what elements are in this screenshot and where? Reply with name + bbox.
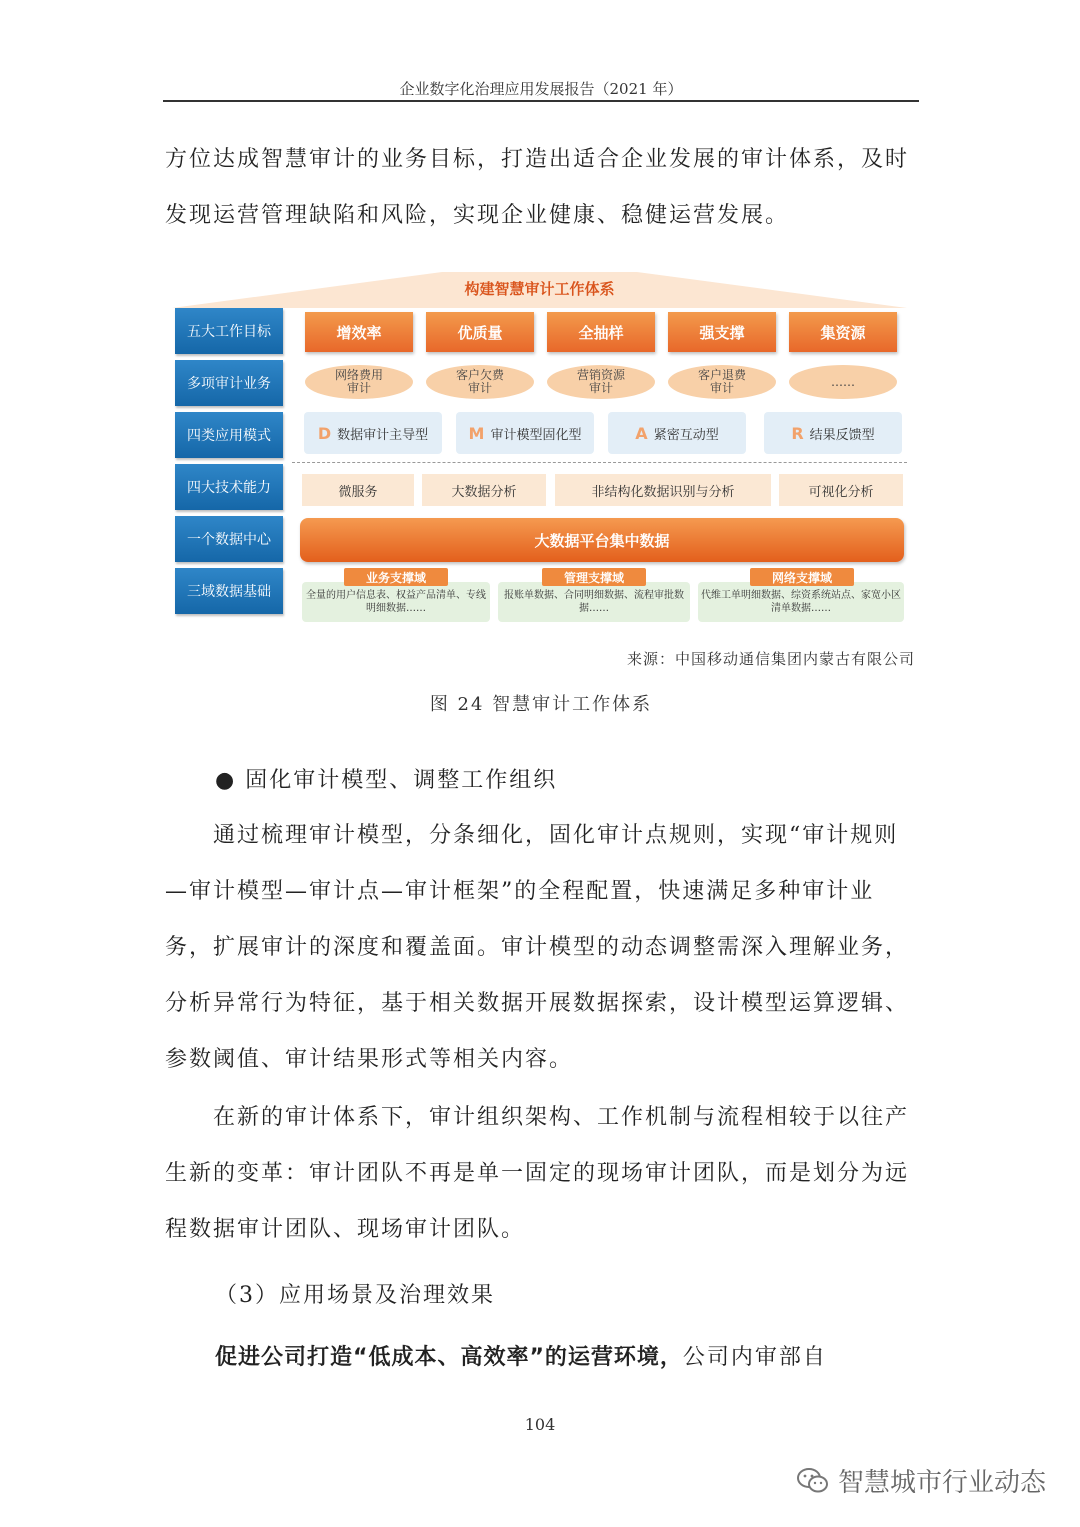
figure-title: 构建智慧审计工作体系 bbox=[464, 280, 615, 298]
audit-business-oval: 营销资源 审计 bbox=[547, 365, 655, 399]
section-subheading: （3）应用场景及治理效果 bbox=[215, 1283, 495, 1308]
row-label-data-base: 三域数据基础 bbox=[175, 568, 283, 614]
tech-box: 大数据分析 bbox=[422, 474, 546, 506]
row-label-goals: 五大工作目标 bbox=[175, 308, 283, 354]
goal-box: 集资源 bbox=[789, 312, 897, 352]
mode-letter: A bbox=[635, 423, 648, 443]
row-label-tech: 四大技术能力 bbox=[175, 464, 283, 510]
page-number: 104 bbox=[524, 1415, 556, 1434]
lead-paragraph bbox=[215, 1340, 917, 1371]
tech-box: 微服务 bbox=[302, 474, 414, 506]
mode-letter: M bbox=[468, 423, 485, 443]
data-platform-bar: 大数据平台集中数据 bbox=[300, 518, 904, 562]
domain-tag: 网络支撑域 bbox=[750, 568, 854, 586]
row-label-data-center: 一个数据中心 bbox=[175, 516, 283, 562]
row-label-modes: 四类应用模式 bbox=[175, 412, 283, 458]
mode-letter: R bbox=[791, 423, 804, 443]
mode-label: 数据审计主导型 bbox=[337, 427, 429, 443]
mode-box bbox=[608, 412, 746, 454]
body-paragraph: 在新的审计体系下，审计组织架构、工作机制与流程相较于以往产生新的变革：审计团队不再是单一固定的现场审计团队，而是划分为远程数据审计团队、现场审计团队。 bbox=[165, 1105, 910, 1242]
watermark-text: 智慧城市行业动态 bbox=[837, 1468, 1046, 1498]
tech-box: 非结构化数据识别与分析 bbox=[555, 474, 771, 506]
domain-box: 报账单数据、合同明细数据、流程审批数据…… bbox=[498, 582, 690, 622]
mode-letter: D bbox=[317, 423, 332, 443]
intro-paragraph: 方位达成智慧审计的业务目标，打造出适合企业发展的审计体系，及时发现运营管理缺陷和风险，实现企业健康、稳健运营发展。 bbox=[165, 147, 910, 228]
body-paragraph: 通过梳理审计模型，分条细化，固化审计点规则，实现“审计规则—审计模型—审计点—审计框架”的全程配置，快速满足多种审计业务，扩展审计的深度和覆盖面。审计模型的动态调整需深入理解业务，分析异常行为特征，基于相关数据开展数据探索，设计模型运算逻辑、参数阈值、审计结果形式等相关内容。 bbox=[165, 823, 910, 1072]
mode-box bbox=[456, 412, 594, 454]
audit-business-oval: 客户退费 审计 bbox=[668, 365, 776, 399]
domain-box: 代维工单明细数据、综资系统站点、家宽小区清单数据…… bbox=[698, 582, 904, 622]
goal-box: 优质量 bbox=[426, 312, 534, 352]
domain-box: 全量的用户信息表、权益产品清单、专线明细数据…… bbox=[302, 582, 490, 622]
figure-source: 来源：中国移动通信集团内蒙古有限公司 bbox=[626, 650, 915, 668]
wechat-icon bbox=[796, 1467, 830, 1495]
mode-label: 审计模型固化型 bbox=[490, 427, 582, 443]
header-rule bbox=[163, 100, 919, 102]
bullet-heading: ● 固化审计模型、调整工作组织 bbox=[215, 768, 558, 793]
audit-business-oval: 网络费用 审计 bbox=[305, 365, 413, 399]
mode-label: 紧密互动型 bbox=[653, 427, 719, 443]
lead-text: 公司内审部自 bbox=[682, 1345, 827, 1370]
divider-dashed bbox=[292, 462, 907, 463]
audit-business-oval: …… bbox=[789, 365, 897, 399]
lead-bold-text: 促进公司打造“低成本、高效率”的运营环境， bbox=[215, 1345, 683, 1370]
audit-system-figure bbox=[172, 270, 912, 625]
row-label-business: 多项审计业务 bbox=[175, 360, 283, 406]
domain-tag: 业务支撑域 bbox=[344, 568, 448, 586]
domain-tag: 管理支撑域 bbox=[542, 568, 646, 586]
goal-box: 增效率 bbox=[305, 312, 413, 352]
goal-box: 全抽样 bbox=[547, 312, 655, 352]
mode-box bbox=[304, 412, 442, 454]
mode-box bbox=[764, 412, 902, 454]
goal-box: 强支撑 bbox=[668, 312, 776, 352]
page-header: 企业数字化治理应用发展报告（2021 年） bbox=[399, 80, 683, 98]
mode-label: 结果反馈型 bbox=[809, 427, 875, 443]
watermark bbox=[796, 1462, 1046, 1499]
audit-business-oval: 客户欠费 审计 bbox=[426, 365, 534, 399]
tech-box: 可视化分析 bbox=[779, 474, 903, 506]
figure-caption: 图 24 智慧审计工作体系 bbox=[429, 694, 653, 715]
